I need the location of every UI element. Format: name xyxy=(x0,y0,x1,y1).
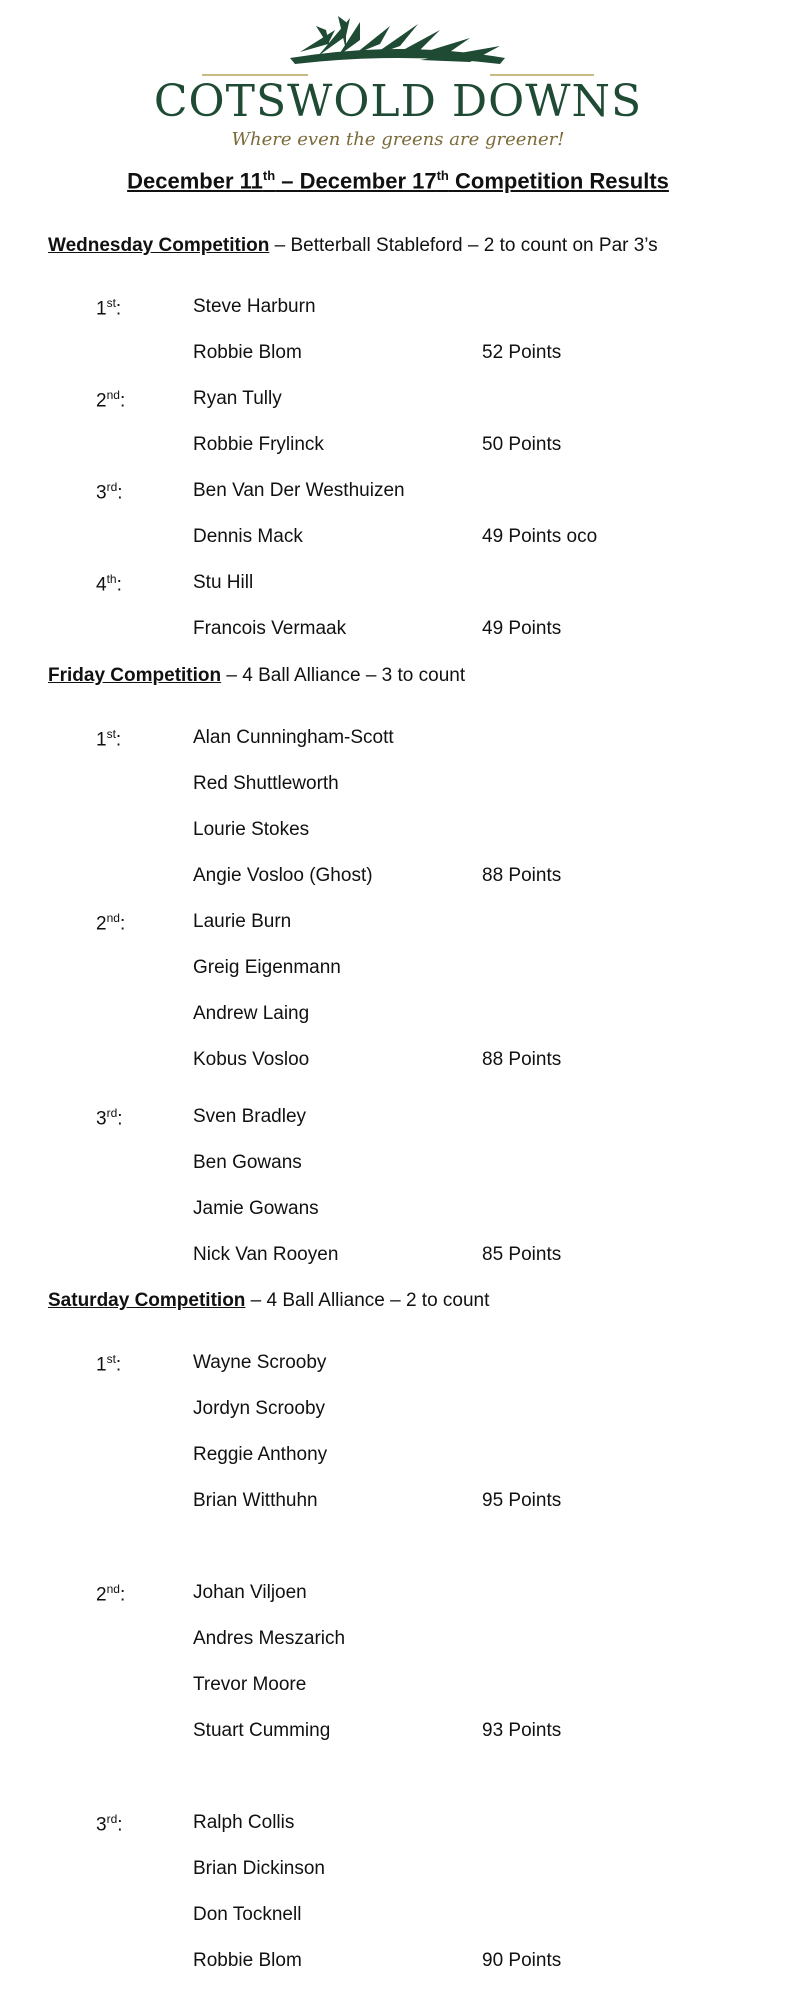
section-name: Wednesday Competition xyxy=(48,235,270,256)
place-label: 1st: xyxy=(96,1352,122,1376)
player-name: Angie Vosloo (Ghost) xyxy=(193,865,373,886)
score: 85 Points xyxy=(482,1244,562,1265)
brand-name: COTSWOLD DOWNS xyxy=(153,76,643,127)
player-name: Stu Hill xyxy=(193,572,254,593)
score: 88 Points xyxy=(482,865,562,886)
place-label: 3rd: xyxy=(96,1812,123,1836)
section-heading xyxy=(48,235,658,257)
player-name: Lourie Stokes xyxy=(193,819,310,840)
section-heading xyxy=(48,665,465,687)
place-label: 3rd: xyxy=(96,1106,123,1130)
player-name: Don Tocknell xyxy=(193,1904,302,1925)
player-name: Nick Van Rooyen xyxy=(193,1244,339,1265)
player-name: Laurie Burn xyxy=(193,911,292,932)
player-name: Sven Bradley xyxy=(193,1106,307,1127)
section-name: Friday Competition xyxy=(48,665,222,686)
place-label: 4th: xyxy=(96,572,122,596)
page-title: December 11th – December 17th Competition Results xyxy=(127,168,669,194)
section-name: Saturday Competition xyxy=(48,1290,246,1311)
player-name: Robbie Blom xyxy=(193,1950,302,1971)
score: 95 Points xyxy=(482,1490,562,1511)
score: 49 Points xyxy=(482,618,562,639)
player-name: Wayne Scrooby xyxy=(193,1352,327,1373)
section-format: – 4 Ball Alliance – 2 to count xyxy=(245,1290,490,1311)
place-label: 1st: xyxy=(96,296,122,320)
score: 90 Points xyxy=(482,1950,562,1971)
player-name: Kobus Vosloo xyxy=(193,1049,310,1070)
player-name: Ben Van Der Westhuizen xyxy=(193,480,405,501)
player-name: Red Shuttleworth xyxy=(193,773,339,794)
player-name: Ryan Tully xyxy=(193,388,282,409)
player-name: Dennis Mack xyxy=(193,526,303,547)
player-name: Ralph Collis xyxy=(193,1812,295,1833)
player-name: Jordyn Scrooby xyxy=(193,1398,326,1419)
player-name: Andrew Laing xyxy=(193,1003,310,1024)
player-name: Brian Dickinson xyxy=(193,1858,325,1879)
player-name: Jamie Gowans xyxy=(193,1198,319,1219)
score: 93 Points xyxy=(482,1720,562,1741)
score: 49 Points oco xyxy=(482,526,598,547)
brand-tagline: Where even the greens are greener! xyxy=(231,129,565,150)
section-format: – Betterball Stableford – 2 to count on Par 3’s xyxy=(269,235,658,256)
place-label: 2nd: xyxy=(96,388,126,412)
cotswold-downs-logo xyxy=(0,0,796,160)
player-name: Alan Cunningham-Scott xyxy=(193,727,394,748)
player-name: Greig Eigenmann xyxy=(193,957,341,978)
player-name: Steve Harburn xyxy=(193,296,316,317)
place-label: 2nd: xyxy=(96,911,126,935)
score: 52 Points xyxy=(482,342,562,363)
palm-leaves-icon xyxy=(290,16,505,64)
player-name: Reggie Anthony xyxy=(193,1444,328,1465)
place-label: 3rd: xyxy=(96,480,123,504)
section-format: – 4 Ball Alliance – 3 to count xyxy=(221,665,466,686)
score: 88 Points xyxy=(482,1049,562,1070)
player-name: Ben Gowans xyxy=(193,1152,302,1173)
place-label: 2nd: xyxy=(96,1582,126,1606)
section-heading xyxy=(48,1290,489,1312)
player-name: Brian Witthuhn xyxy=(193,1490,318,1511)
player-name: Robbie Blom xyxy=(193,342,302,363)
player-name: Francois Vermaak xyxy=(193,618,347,639)
player-name: Stuart Cumming xyxy=(193,1720,331,1741)
player-name: Johan Viljoen xyxy=(193,1582,307,1603)
score: 50 Points xyxy=(482,434,562,455)
place-label: 1st: xyxy=(96,727,122,751)
player-name: Robbie Frylinck xyxy=(193,434,324,455)
player-name: Trevor Moore xyxy=(193,1674,307,1695)
player-name: Andres Meszarich xyxy=(193,1628,346,1649)
